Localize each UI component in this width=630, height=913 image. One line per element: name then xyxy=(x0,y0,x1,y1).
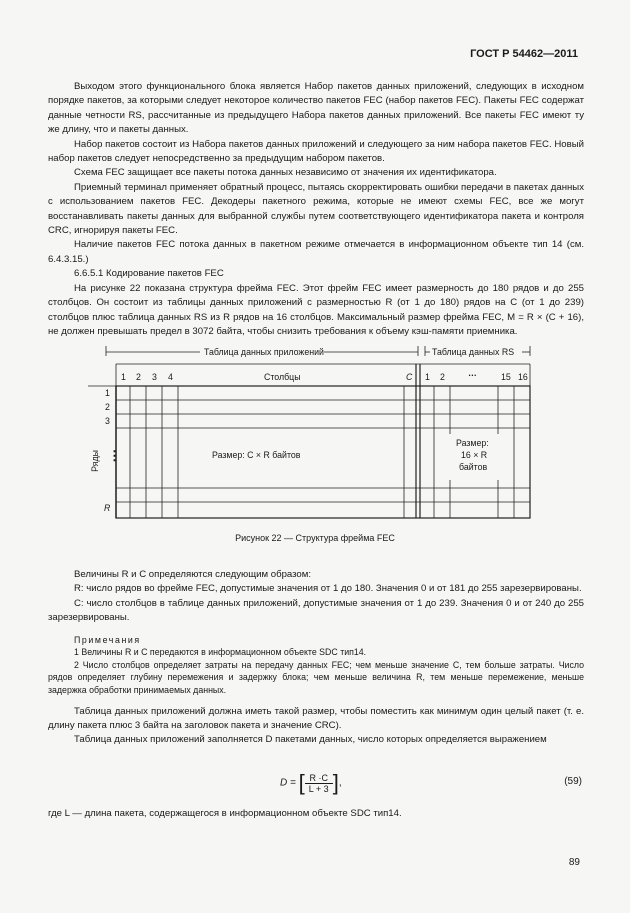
paragraph: C: число столбцов в таблице данных приложений, допустимые значения от 1 до 239. Значения 0 и от 240 до 255 зарезервированы. xyxy=(48,597,584,624)
fraction-denominator: L + 3 xyxy=(308,783,329,794)
note-item: 1 Величины R и C передаются в информационном объекте SDC тип14. xyxy=(74,647,367,658)
paragraph: Таблица данных приложений должна иметь такой размер, чтобы поместить как минимум один целый пакет (т. е. длину пакета плюс 3 байта на заголовок пакета и значение CRC). xyxy=(48,705,584,731)
columns-label: Столбцы xyxy=(264,372,301,382)
notes-title: Примечания xyxy=(74,634,141,645)
note-item: 2 Число столбцов определяет затраты на передачу данных FEC; чем меньше значение C, тем больше затраты. Число рядов определяет глубину перемежения и задержку блока; чем меньше величина R, тем меньше перемежение, меньше задержка обработки принимаемых данных. xyxy=(48,659,584,695)
row-label-r: R xyxy=(104,503,111,513)
fec-frame-figure xyxy=(88,346,536,521)
text-middle xyxy=(48,568,584,748)
paragraph: Величины R и C определяются следующим образом: xyxy=(74,569,312,580)
col-label-c: C xyxy=(406,372,413,382)
app-table-label: Таблица данных приложений xyxy=(204,347,324,357)
col-label: 1 xyxy=(121,372,126,382)
rs-col-label: 1 xyxy=(425,372,430,382)
col-label: 4 xyxy=(168,372,173,382)
rs-table-label: Таблица данных RS xyxy=(432,347,515,357)
formula-59 xyxy=(280,770,342,796)
equation-number: (59) xyxy=(564,776,582,787)
rs-size-label: Размер: xyxy=(456,438,489,448)
paragraph: Набор пакетов состоит из Набора пакетов данных приложений и следующего за ним набора пакетов FEC. Новый набор пакетов следует непосредственно за предыдущим набором пакетов. xyxy=(48,138,584,165)
formula-lhs: D = xyxy=(280,777,296,789)
section-heading: 6.6.5.1 Кодирование пакетов FEC xyxy=(74,268,224,280)
paragraph: На рисунке 22 показана структура фрейма FEC. Этот фрейм FEC имеет размерность до 180 рядов и до 255 столбцов. Он состоит из таблицы данных приложений с размерностью R (от 1 до 180) рядов на C (от 1 до 239) столбцов плюс таблица данных RS из R рядов на 16 столбцов. Максимальный размер фрейма FEC, M = R × (C + 16), не должен превышать предел в 3072 байта, чтобы снизить требования к объему кэш-памяти приемника. xyxy=(48,282,584,337)
bracket-right-icon: ] xyxy=(332,770,339,795)
formula-tail: , xyxy=(338,777,342,789)
figure-caption: Рисунок 22 — Структура фрейма FEC xyxy=(235,533,395,543)
document-header: ГОСТ Р 54462—2011 xyxy=(470,48,578,60)
text-top xyxy=(48,80,584,339)
paragraph: Наличие пакетов FEC потока данных в пакетном режиме отмечается в информационном объекте тип 14 (см. 6.4.3.15.) xyxy=(48,239,584,265)
paragraph: Таблица данных приложений заполняется D пакетами данных, число которых определяется выражением xyxy=(74,734,547,746)
fraction-numerator: R ·C xyxy=(305,773,333,784)
paragraph: Выходом этого функционального блока является Набор пакетов данных приложений, следующих в исходном порядке пакетов, за которыми следует некоторое количество пакетов FEC (набор пакетов FEC). Пакеты FEC содержат данные четности RS, рассчитанные из предыдущего Набора пакетов данных приложений. Все пакеты FEC имеют ту же длину, что и пакеты данных. xyxy=(48,81,584,136)
paragraph: Приемный терминал применяет обратный процесс, пытаясь скорректировать ошибки передачи в пакетах данных с использованием пакетов FEC. Декодеры пакетного режима, которые не имеют схемы FEC, все же могут восстанавливать пакеты данных для выбранной службы путем соответствующего идентификатора пакета и контроля CRC, игнорируя пакеты FEC. xyxy=(48,181,584,237)
rs-col-ellipsis: … xyxy=(468,368,477,378)
notes-block xyxy=(48,634,584,697)
rs-col-label: 2 xyxy=(440,372,445,382)
row-label: 2 xyxy=(105,402,110,412)
col-label: 2 xyxy=(136,372,141,382)
row-label: 1 xyxy=(105,388,110,398)
col-label: 3 xyxy=(152,372,157,382)
definition-line: где L — длина пакета, содержащегося в информационном объекте SDC тип14. xyxy=(48,808,402,819)
page-number: 89 xyxy=(568,857,580,868)
rs-col-label: 15 xyxy=(501,372,511,382)
rs-col-label: 16 xyxy=(518,372,528,382)
bracket-left-icon: [ xyxy=(298,770,305,795)
paragraph: Схема FEC защищает все пакеты потока данных независимо от значения их идентификатора. xyxy=(74,167,497,179)
paragraph: R: число рядов во фрейме FEC, допустимые значения от 1 до 180. Значения 0 и от 181 до 255 зарезервированы. xyxy=(74,583,582,595)
rows-axis-label: Ряды xyxy=(89,450,100,472)
app-size-label: Размер: C × R байтов xyxy=(212,450,301,460)
rs-size-label: 16 × R xyxy=(461,450,488,460)
rows-dots: ⋮ xyxy=(108,448,121,463)
row-label: 3 xyxy=(105,416,110,426)
rs-size-label: байтов xyxy=(459,462,488,472)
fraction xyxy=(305,773,333,794)
